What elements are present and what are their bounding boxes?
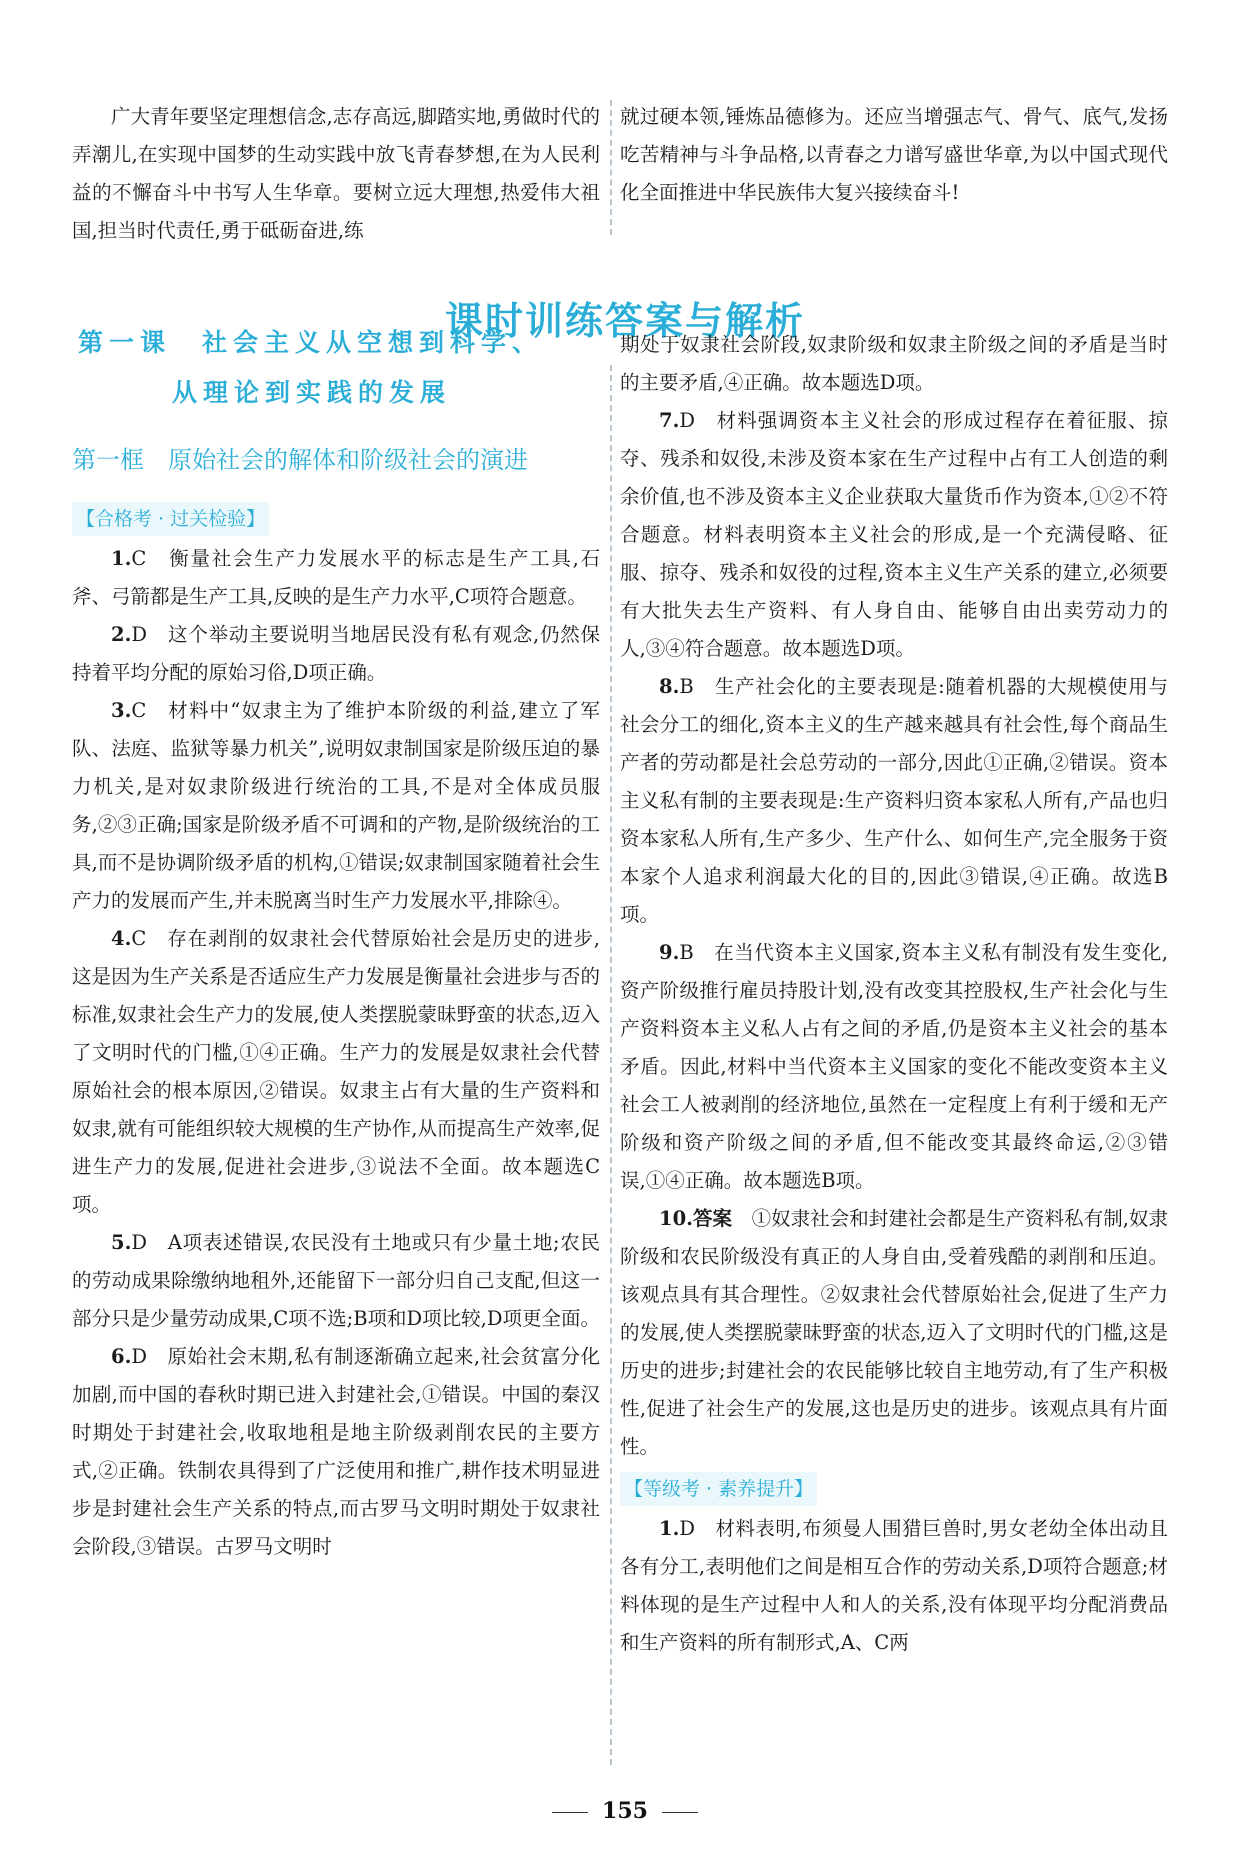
answer-number: 6. bbox=[111, 1345, 132, 1368]
answer-text: A项表述错误,农民没有土地或只有少量土地;农民的劳动成果除缴纳地租外,还能留下一部分归自己支配,但这一部分只是少量劳动成果,C项不选;B项和D项比较,D项更全面。 bbox=[72, 1231, 600, 1330]
answer-item bbox=[72, 1338, 600, 1566]
top-right-text-block bbox=[620, 98, 1168, 212]
answer-number: 9. bbox=[659, 941, 680, 964]
answer-text: 原始社会末期,私有制逐渐确立起来,社会贫富分化加剧,而中国的春秋时期已进入封建社会,①错误。中国的秦汉时期处于封建社会,收取地租是地主阶级剥削农民的主要方式,②正确。铁制农具得到了广泛使用和推广,耕作技术明显进步是封建社会生产关系的特点,而古罗马文明时期处于奴隶社会阶段,③错误。古罗马文明时 bbox=[72, 1345, 600, 1558]
answer-key: C bbox=[131, 547, 147, 570]
answer-number: 2. bbox=[111, 623, 132, 646]
answer-number: 3. bbox=[111, 699, 132, 722]
page-number-dash-right bbox=[662, 1812, 698, 1813]
frame-title: 第一框 原始社会的解体和阶级社会的演进 bbox=[72, 446, 528, 474]
answer-key: B bbox=[679, 941, 694, 964]
top-left-text-block bbox=[72, 98, 600, 250]
answer-item bbox=[72, 1224, 600, 1338]
lesson-title bbox=[72, 318, 600, 418]
answer-number: 7. bbox=[659, 409, 680, 432]
continued-answer-text: 期处于奴隶社会阶段,奴隶阶级和奴隶主阶级之间的矛盾是当时的主要矛盾,④正确。故本题选D项。 bbox=[620, 333, 1168, 394]
answer-key: C bbox=[131, 927, 147, 950]
answer-item bbox=[72, 616, 600, 692]
answer-key: D bbox=[679, 1517, 695, 1540]
answer-number: 4. bbox=[111, 927, 132, 950]
answer-text: ①奴隶社会和封建社会都是生产资料私有制,奴隶阶级和农民阶级没有真正的人身自由,受着残酷的剥削和压迫。该观点具有其合理性。②奴隶社会代替原始社会,促进了生产力的发展,使人类摆脱蒙昧野蛮的状态,迈入了文明时代的门槛,这是历史的进步;封建社会的农民能够比较自主地劳动,有了生产积极性,促进了社会生产的发展,这也是历史的进步。该观点具有片面性。 bbox=[620, 1207, 1168, 1458]
answer-number: 10. bbox=[659, 1207, 693, 1230]
answer-number: 8. bbox=[659, 675, 680, 698]
answer-text: 生产社会化的主要表现是:随着机器的大规模使用与社会分工的细化,资本主义的生产越来越具有社会性,每个商品生产者的劳动都是社会总劳动的一部分,因此①正确,②错误。资本主义私有制的主要表现是:生产资料归资本家私人所有,产品也归资本家私人所有,生产多少、生产什么、如何生产,完全服务于资本家个人追求利润最大化的目的,因此③错误,④正确。故选B项。 bbox=[620, 675, 1168, 926]
answer-number: 1. bbox=[111, 547, 132, 570]
answer-text: 在当代资本主义国家,资本主义私有制没有发生变化,资产阶级推行雇员持股计划,没有改变其控股权,生产社会化与生产资料资本主义私人占有之间的矛盾,仍是资本主义社会的基本矛盾。因此,材料中当代资本主义国家的变化不能改变资本主义社会工人被剥削的经济地位,虽然在一定程度上有利于缓和无产阶级和资产阶级之间的矛盾,但不能改变其最终命运,②③错误,①④正确。故本题选B项。 bbox=[620, 941, 1168, 1192]
page-number-dash-left bbox=[552, 1812, 588, 1813]
answer-item bbox=[72, 920, 600, 1224]
answer-key: 答案 bbox=[692, 1207, 733, 1230]
answer-text: 材料中“奴隶主为了维护本阶级的利益,建立了军队、法庭、监狱等暴力机关”,说明奴隶制国家是阶级压迫的暴力机关,是对奴隶阶级进行统治的工具,不是对全体成员服务,②③正确;国家是阶级矛盾不可调和的产物,是阶级统治的工具,而不是协调阶级矛盾的机构,①错误;奴隶制国家随着社会生产力的发展而产生,并未脱离当时生产力发展水平,排除④。 bbox=[72, 699, 600, 912]
answer-item bbox=[620, 668, 1168, 934]
section-tag-advanced: 【等级考 · 素养提升】 bbox=[620, 1472, 817, 1506]
lesson-title-line-2: 从理论到实践的发展 bbox=[172, 378, 452, 407]
lesson-title-line-1: 第一课 社会主义从空想到科学、 bbox=[78, 328, 544, 357]
answer-text: 材料强调资本主义社会的形成过程存在着征服、掠夺、残杀和奴役,未涉及资本家在生产过程中占有工人创造的剩余价值,也不涉及资本主义企业获取大量货币作为资本,①②不符合题意。材料表明资本主义社会的形成,是一个充满侵略、征服、掠夺、残杀和奴役的过程,资本主义生产关系的建立,必须要有大批失去生产资料、有人身自由、能够自由出卖劳动力的人,③④符合题意。故本题选D项。 bbox=[620, 409, 1168, 660]
main-title: 课时训练答案与解析 bbox=[444, 299, 805, 343]
right-column bbox=[620, 326, 1168, 1662]
answer-item bbox=[72, 692, 600, 920]
answer-item bbox=[620, 402, 1168, 668]
answer-item bbox=[620, 1200, 1168, 1466]
page-number-value: 155 bbox=[602, 1798, 648, 1824]
answer-text: 存在剥削的奴隶社会代替原始社会是历史的进步,这是因为生产关系是否适应生产力发展是衡量社会进步与否的标准,奴隶社会生产力的发展,使人类摆脱蒙昧野蛮的状态,迈入了文明时代的门槛,①④正确。生产力的发展是奴隶社会代替原始社会的根本原因,②错误。奴隶主占有大量的生产资料和奴隶,就有可能组织较大规模的生产协作,从而提高生产效率,促进生产力的发展,促进社会进步,③说法不全面。故本题选C项。 bbox=[72, 927, 600, 1216]
section-tag-basic: 【合格考 · 过关检验】 bbox=[72, 502, 269, 536]
answer-item bbox=[620, 1510, 1168, 1662]
left-column bbox=[72, 318, 600, 1566]
answer-key: B bbox=[679, 675, 694, 698]
answer-key: D bbox=[131, 1231, 147, 1254]
answer-number: 5. bbox=[111, 1231, 132, 1254]
answer-text: 这个举动主要说明当地居民没有私有观念,仍然保持着平均分配的原始习俗,D项正确。 bbox=[72, 623, 600, 684]
answer-item bbox=[620, 934, 1168, 1200]
answer-text: 衡量社会生产力发展水平的标志是生产工具,石斧、弓箭都是生产工具,反映的是生产力水平,C项符合题意。 bbox=[72, 547, 600, 608]
answer-key: C bbox=[131, 699, 147, 722]
answer-key: D bbox=[131, 623, 147, 646]
answer-key: D bbox=[679, 409, 695, 432]
column-divider-top bbox=[610, 100, 612, 235]
answer-key: D bbox=[131, 1345, 147, 1368]
answer-text: 材料表明,布须曼人围猎巨兽时,男女老幼全体出动且各有分工,表明他们之间是相互合作的劳动关系,D项符合题意;材料体现的是生产过程中人和人的关系,没有体现平均分配消费品和生产资料的所有制形式,A、C两 bbox=[620, 1517, 1168, 1654]
page-number bbox=[0, 1798, 1250, 1824]
top-left-paragraph: 广大青年要坚定理想信念,志存高远,脚踏实地,勇做时代的弄潮儿,在实现中国梦的生动实践中放飞青春梦想,在为人民利益的不懈奋斗中书写人生华章。要树立远大理想,热爱伟大祖国,担当时代责任,勇于砥砺奋进,练 bbox=[72, 105, 600, 242]
column-divider-main bbox=[610, 365, 612, 1765]
top-right-paragraph: 就过硬本领,锤炼品德修为。还应当增强志气、骨气、底气,发扬吃苦精神与斗争品格,以青春之力谱写盛世华章,为以中国式现代化全面推进中华民族伟大复兴接续奋斗! bbox=[620, 105, 1168, 204]
answer-number: 1. bbox=[659, 1517, 680, 1540]
answer-item bbox=[72, 540, 600, 616]
